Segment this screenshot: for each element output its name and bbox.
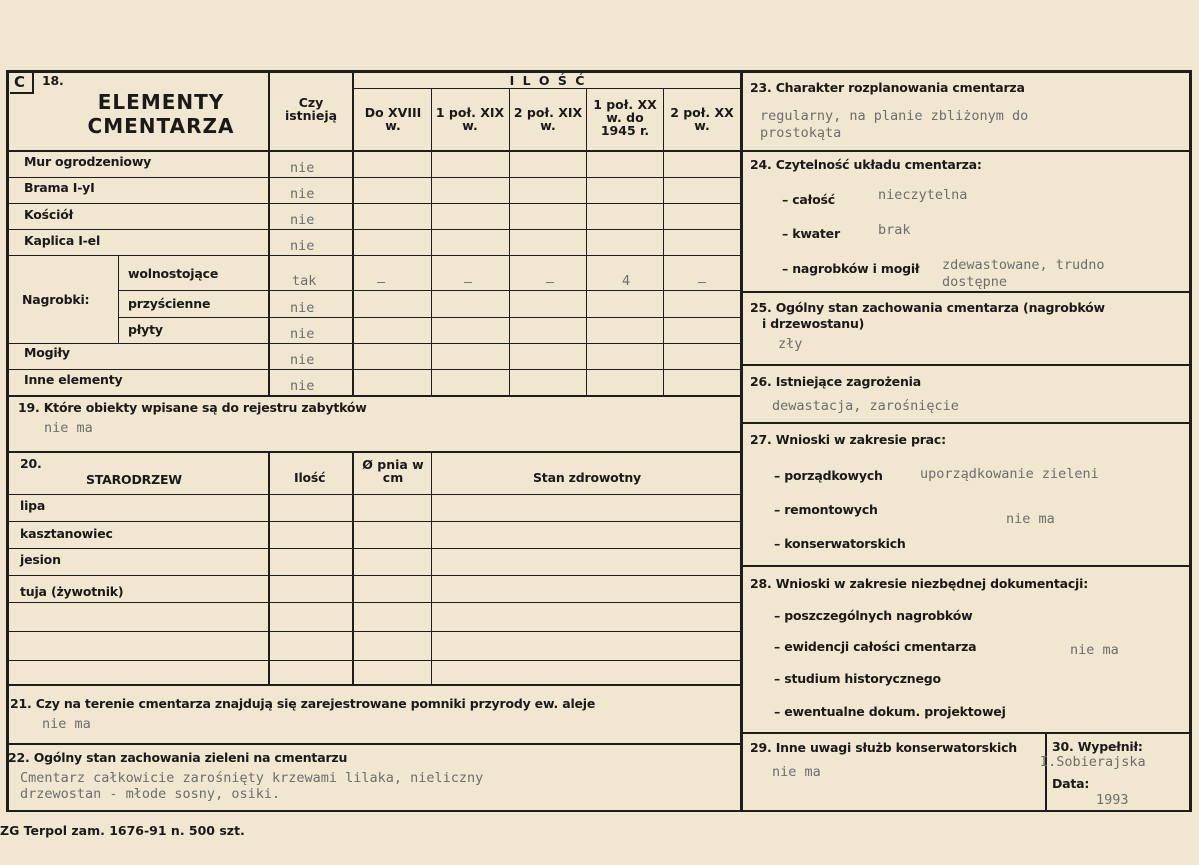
count-value: – — [546, 274, 555, 290]
exists-value: tak — [292, 273, 317, 289]
exists-value: nie — [290, 212, 315, 228]
center-divider — [740, 70, 743, 812]
s24-item: – całość — [782, 192, 835, 207]
count-value: 4 — [622, 273, 631, 289]
exists-value: nie — [290, 352, 315, 368]
count-value: – — [377, 274, 386, 290]
s28-item: – ewidencji całości cmentarza — [774, 639, 977, 654]
s28-value: nie ma — [1070, 642, 1119, 658]
s20-title: STARODRZEW — [86, 472, 182, 487]
tree-label: tuja (żywotnik) — [20, 584, 124, 599]
s28-label: 28. Wnioski w zakresie niezbędnej dokumentacji: — [750, 576, 1089, 591]
s26-label: 26. Istniejące zagrożenia — [750, 374, 921, 389]
s30-date: 1993 — [1096, 792, 1129, 808]
s24-value: nieczytelna — [878, 187, 968, 203]
s23-value-1: regularny, na planie zbliżonym do — [760, 108, 1029, 124]
row-label: Brama I-yI — [24, 180, 95, 195]
s24-item: – kwater — [782, 226, 840, 241]
tree-label: lipa — [20, 498, 46, 513]
row-label: Kościół — [24, 207, 74, 222]
s22-label: 22. Ogólny stan zachowania zieleni na cmentarzu — [8, 750, 348, 765]
row-label: przyścienne — [128, 296, 211, 311]
ilosc-header: I L O Ś Ć — [509, 73, 587, 88]
s19-label: 19. Które obiekty wpisane są do rejestru zabytków — [18, 400, 367, 415]
exists-value: nie — [290, 186, 315, 202]
s23-label: 23. Charakter rozplanowania cmentarza — [750, 80, 1025, 95]
period-header: 2 poł. XX w. — [670, 105, 734, 133]
exists-value: nie — [290, 238, 315, 254]
row-label: Inne elementy — [24, 372, 123, 387]
row-label: płyty — [128, 322, 163, 337]
row-label: wolnostojące — [128, 266, 219, 281]
s24-value: brak — [878, 222, 911, 238]
period-header: 2 poł. XIX w. — [513, 105, 583, 133]
row-label: Mur ogrodzeniowy — [24, 154, 152, 169]
nagrobki-label: Nagrobki: — [22, 292, 90, 307]
s24-label: 24. Czytelność układu cmentarza: — [750, 157, 982, 172]
s30-label: 30. Wypełnił: — [1052, 739, 1143, 754]
s29-label: 29. Inne uwagi służb konserwatorskich — [750, 740, 1017, 755]
s28-item: – poszczególnych nagrobków — [774, 608, 973, 623]
s18-title-1: ELEMENTY — [97, 90, 225, 114]
s30-name: I.Sobierajska — [1040, 754, 1146, 770]
exists-value: nie — [290, 326, 315, 342]
tree-label: kasztanowiec — [20, 526, 113, 541]
s27-item: – remontowych — [774, 502, 878, 517]
s25-value: zły — [778, 336, 803, 352]
period-header: Do XVIII w. — [364, 105, 422, 133]
period-header: 1 poł. XX w. do 1945 r. — [593, 97, 657, 138]
s24-value: zdewastowane, trudno — [942, 257, 1105, 273]
s18-title-2: CMENTARZA — [87, 114, 235, 138]
s24-item: – nagrobków i mogił — [782, 261, 920, 276]
col-exists-header: Czy istnieją — [284, 95, 338, 123]
s22-value-2: drzewostan - młode sosny, osiki. — [20, 786, 281, 802]
frame-right — [1189, 70, 1192, 812]
s21-value: nie ma — [42, 716, 91, 732]
s27-item: – konserwatorskich — [774, 536, 906, 551]
s25-label-2: i drzewostanu) — [762, 316, 865, 331]
s21-label: 21. Czy na terenie cmentarza znajdują się zarejestrowane pomniki przyrody ew. aleje — [10, 696, 596, 711]
frame-bottom — [6, 810, 1192, 812]
print-footer: ZG Terpol zam. 1676-91 n. 500 szt. — [0, 823, 245, 838]
row-label: Kaplica I-el — [24, 233, 101, 248]
s28-item: – studium historycznego — [774, 671, 941, 686]
count-value: – — [698, 274, 707, 290]
col-health-header: Stan zdrowotny — [533, 470, 641, 485]
exists-value: nie — [290, 378, 315, 394]
s27-value-2: nie ma — [1006, 511, 1055, 527]
s23-value-2: prostokąta — [760, 125, 842, 141]
s28-item: – ewentualne dokum. projektowej — [774, 704, 1006, 719]
tree-label: jesion — [20, 552, 61, 567]
s18-number: 18. — [42, 73, 64, 88]
s27-value-1: uporządkowanie zieleni — [920, 466, 1099, 482]
s18-header-bottom — [6, 150, 740, 152]
row-label: Mogiły — [24, 345, 70, 360]
s20-number: 20. — [20, 456, 42, 471]
s27-label: 27. Wnioski w zakresie prac: — [750, 432, 946, 447]
s22-value-1: Cmentarz całkowicie zarośnięty krzewami lilaka, nieliczny — [20, 770, 484, 786]
s25-label-1: 25. Ogólny stan zachowania cmentarza (nagrobków — [750, 300, 1105, 315]
exists-value: nie — [290, 300, 315, 316]
section-letter: C — [14, 73, 25, 91]
heritage-form — [6, 70, 1192, 812]
exists-value: nie — [290, 160, 315, 176]
s27-item: – porządkowych — [774, 468, 883, 483]
s26-value: dewastacja, zarośnięcie — [772, 398, 959, 414]
s19-value: nie ma — [44, 420, 93, 436]
col-dia-header: Ø pnia w cm — [362, 457, 424, 485]
s30-date-label: Data: — [1052, 776, 1090, 791]
count-value: – — [464, 274, 473, 290]
col-qty-header: Ilość — [294, 470, 326, 485]
period-header: 1 poł. XIX w. — [435, 105, 505, 133]
s24-value-cont: dostępne — [942, 274, 1008, 290]
frame-left — [6, 70, 9, 812]
s29-value: nie ma — [772, 764, 821, 780]
